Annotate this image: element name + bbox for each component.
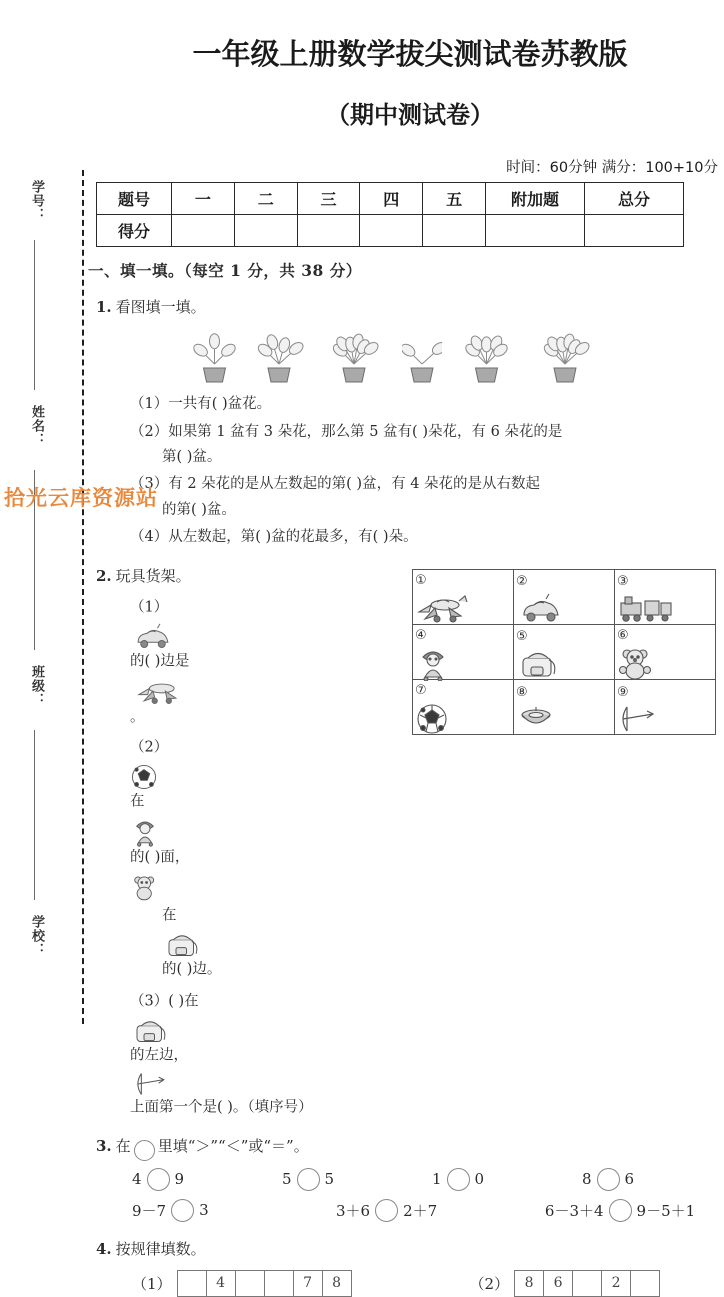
question-3-stem-a: 在 (115, 1137, 131, 1156)
teddy-bear-icon (130, 873, 724, 903)
toy-index-2: ② (516, 573, 528, 589)
toy-index-1: ① (415, 572, 427, 588)
compare-item (282, 1168, 432, 1191)
compare-right: 5 (324, 1170, 335, 1189)
compare-circle[interactable] (609, 1199, 632, 1222)
question-4-stem: 按规律填数。 (115, 1239, 206, 1258)
pattern-cell[interactable] (572, 1270, 602, 1297)
toy-index-4: ④ (415, 627, 427, 643)
pattern-cell[interactable]: 2 (601, 1270, 631, 1297)
compare-left: 5 (282, 1170, 292, 1189)
score-cell-4[interactable] (423, 215, 486, 247)
toy-cell-3 (615, 569, 716, 624)
compare-right: 9 (174, 1170, 185, 1189)
question-4-part-2-label: （2） (469, 1274, 510, 1293)
page-title: 一年级上册数学拔尖测试卷苏教版 (192, 37, 628, 71)
compare-circle[interactable] (597, 1168, 620, 1191)
question-1 (96, 294, 724, 320)
question-3-row-1 (132, 1168, 724, 1191)
exam-meta: 时间：60分钟 满分：100+10分 (506, 160, 718, 176)
score-cell-6[interactable] (585, 215, 684, 247)
pattern-cell[interactable]: 4 (206, 1270, 236, 1297)
compare-left: 1 (432, 1170, 442, 1189)
compare-item (132, 1199, 336, 1222)
compare-right: 6 (624, 1170, 635, 1189)
question-1-part-4: （4）从左数起，第( )盆的花最多，有( )朵。 (130, 529, 418, 546)
table-row-score (97, 215, 684, 247)
score-cell-3[interactable] (360, 215, 423, 247)
score-table-col-3: 四 (360, 183, 423, 215)
left-margin-rail (0, 0, 96, 1024)
question-3-stem-b: 里填“＞”“＜”或“＝”。 (157, 1137, 309, 1156)
compare-item (545, 1199, 724, 1222)
compare-circle[interactable] (447, 1168, 470, 1191)
question-2-part-3-text-c: 上面第一个是( )。（填序号） (130, 1100, 313, 1117)
pattern-cell[interactable] (264, 1270, 294, 1297)
toy-index-9: ⑨ (617, 684, 629, 700)
pattern-cell[interactable] (177, 1270, 207, 1297)
pattern-boxes-1 (178, 1270, 352, 1297)
pattern-cell[interactable] (235, 1270, 265, 1297)
score-table-col-6: 总分 (585, 183, 684, 215)
question-2-part-2-cont (162, 903, 724, 983)
doll-icon (130, 817, 724, 847)
backpack-icon (516, 648, 612, 680)
pattern-cell[interactable]: 6 (543, 1270, 573, 1297)
margin-label-name: 姓名： (29, 405, 44, 447)
question-1-part-2-cont: 第( )盆。 (162, 449, 222, 465)
question-2-part-3-text-b: 的左边， (130, 1048, 188, 1064)
question-1-part-3-cont: 的第( )盆。 (162, 501, 236, 518)
score-cell-0[interactable] (172, 215, 235, 247)
compare-circle[interactable] (147, 1168, 170, 1191)
bow-and-arrow-icon (617, 704, 713, 734)
pattern-cell[interactable]: 8 (322, 1270, 352, 1297)
question-4-number: 4. (96, 1239, 112, 1258)
margin-rule-1 (34, 240, 35, 390)
toy-cell-1 (413, 569, 514, 624)
flower-pot-4 (402, 328, 442, 386)
compare-circle-example[interactable] (134, 1140, 155, 1161)
compare-left: 3＋6 (335, 1201, 371, 1220)
pattern-cell[interactable] (630, 1270, 660, 1297)
car-icon (516, 593, 612, 625)
compare-item (432, 1168, 582, 1191)
margin-label-student-id: 学号： (29, 180, 44, 222)
compare-left: 4 (132, 1170, 142, 1189)
compare-right: 3 (199, 1201, 209, 1220)
compare-right: 0 (474, 1170, 485, 1189)
toy-index-6: ⑥ (617, 627, 629, 643)
flower-pot-5 (456, 328, 517, 386)
table-row (413, 569, 716, 624)
compare-left: 6－3＋4 (544, 1201, 604, 1220)
question-2-number: 2. (96, 566, 112, 585)
question-1-number: 1. (96, 298, 112, 316)
airplane-icon (415, 592, 511, 626)
backpack-icon (130, 1017, 724, 1045)
question-4-part-1-label: （1） (132, 1274, 172, 1293)
score-table-col-4: 五 (423, 183, 486, 215)
question-2-part-2-text-d: 的( )边。 (162, 961, 222, 978)
question-1-part-2: （2）如果第 1 盆有 3 朵花，那么第 5 盆有( )朵花，有 6 朵花的是 (130, 423, 563, 440)
score-cell-2[interactable] (297, 215, 360, 247)
question-2-part-2-text-b: 的( )面， (130, 849, 190, 866)
question-3 (96, 1133, 724, 1159)
doll-icon (415, 647, 511, 681)
score-table-col-1: 二 (234, 183, 297, 215)
spinning-top-icon (516, 704, 612, 734)
question-3-row-2 (132, 1199, 724, 1222)
question-2-part-2-text-a: 在 (130, 793, 145, 810)
question-1-part-1: （1）一共有( )盆花。 (130, 396, 272, 413)
soccer-ball-icon (130, 763, 724, 791)
score-cell-1[interactable] (234, 215, 297, 247)
backpack-icon (162, 931, 724, 959)
compare-item (336, 1199, 545, 1222)
compare-circle[interactable] (375, 1199, 398, 1222)
score-table-col-0: 一 (172, 183, 235, 215)
margin-label-school: 学校： (29, 915, 44, 957)
score-table-col-2: 三 (297, 183, 360, 215)
table-row-header (97, 183, 684, 215)
compare-circle[interactable] (171, 1199, 194, 1222)
toy-cell-2 (514, 569, 615, 624)
section-1-heading: 一、填一填。（每空 1 分，共 38 分） (88, 261, 362, 280)
bow-and-arrow-icon (130, 1071, 724, 1097)
compare-item (132, 1168, 282, 1191)
toy-reference-grid (412, 569, 716, 735)
score-table-row-label-0: 题号 (97, 183, 172, 215)
toy-index-7: ⑦ (415, 682, 427, 698)
flower-pot-illustration (96, 328, 724, 386)
question-1-stem: 看图填一填。 (115, 298, 206, 316)
flower-pot-6 (531, 328, 599, 386)
exam-page (88, 0, 724, 1293)
question-2-stem: 玩具货架。 (115, 566, 191, 585)
train-icon (617, 593, 713, 625)
question-2-part-1-label: （1） (130, 599, 169, 616)
question-1-part-3: （3）有 2 朵花的是从左数起的第( )盆，有 4 朵花的是从右数起 (130, 476, 541, 493)
score-cell-5[interactable] (486, 215, 585, 247)
pattern-cell[interactable]: 8 (514, 1270, 544, 1297)
question-2-part-3 (130, 989, 724, 1121)
compare-item (582, 1168, 702, 1191)
car-icon (130, 623, 724, 651)
score-table (96, 182, 684, 247)
question-2-part-1-end: 。 (130, 709, 145, 726)
toy-index-5: ⑤ (516, 628, 528, 644)
score-table-row-label-1: 得分 (97, 215, 172, 247)
margin-rule-3 (34, 730, 35, 900)
flower-pot-3 (320, 328, 388, 386)
flower-pot-1 (191, 328, 238, 386)
toy-index-8: ⑧ (516, 684, 528, 700)
question-4-parts (132, 1270, 724, 1297)
pattern-cell[interactable]: 7 (293, 1270, 323, 1297)
question-2-part-2 (130, 735, 724, 901)
watermark: 拾光云库资源站 (4, 486, 158, 510)
compare-right: 9－5＋1 (636, 1201, 696, 1220)
compare-circle[interactable] (297, 1168, 320, 1191)
question-2-part-2-text-c: 在 (162, 907, 177, 924)
compare-left: 8 (582, 1170, 592, 1189)
pattern-boxes-2 (515, 1270, 660, 1297)
margin-label-class: 班级： (29, 665, 44, 707)
question-3-number: 3. (96, 1137, 112, 1156)
airplane-icon (130, 677, 724, 707)
question-4 (96, 1236, 724, 1262)
question-2-part-2-label: （2） (130, 739, 169, 756)
question-2 (96, 563, 724, 1122)
page-subtitle: （期中测试卷） (326, 101, 494, 129)
tear-off-dashed-line (82, 170, 84, 1024)
compare-right: 2＋7 (403, 1201, 438, 1220)
question-2-part-3-text-a: （3）( )在 (130, 993, 199, 1010)
question-2-part-1-text: 的( )边是 (130, 653, 190, 670)
toy-index-3: ③ (617, 573, 629, 589)
score-table-col-5: 附加题 (486, 183, 585, 215)
flower-pot-2 (252, 328, 306, 386)
teddy-bear-icon (617, 647, 713, 681)
compare-left: 9－7 (132, 1201, 167, 1220)
